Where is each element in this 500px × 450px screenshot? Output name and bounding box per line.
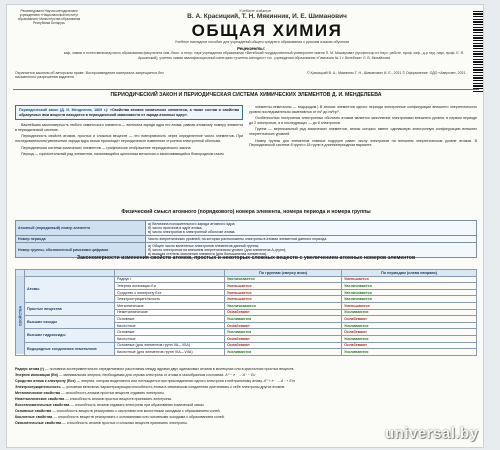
trends-table-wrapper xyxy=(15,269,477,356)
value-line: б) число электронов на внешнем энергетическом уровне (для элементов А-групп); xyxy=(148,248,287,252)
definition-text: — способность атомов отдавать электроны при образовании химической связи. xyxy=(70,402,205,407)
property-name: Основные (для элементов групп VA—VIIA) xyxy=(115,342,225,349)
trend-cell: Усиливаются xyxy=(225,349,342,356)
row-value xyxy=(146,221,477,236)
property-name: Сродство к электрону Eсх xyxy=(115,289,225,296)
right-paragraph: элементы-неметаллы — водородом.) В атомах элементов одного периода электронные конфигурации внешнего энергетического уровня последовательно изменяются от ns¹ до ns²np⁶. xyxy=(249,105,477,114)
definition-term: Окислительные свойства xyxy=(15,420,62,425)
trend-cell: Увеличивается xyxy=(342,289,477,296)
edition-label: Учебное издание xyxy=(239,8,271,13)
left-paragraph: Период — горизонтальный ряд элементов, начинающийся щелочным металлом и заканчивающийся благородным газом. xyxy=(21,152,225,157)
copyright-note: Охраняется законом об авторском праве. Воспроизведение материала запрещается без письменного разрешения издателя xyxy=(15,71,164,80)
value-line: в) число электронов в электронной оболочке атома. xyxy=(148,230,236,234)
definition-term: Кислотные свойства xyxy=(15,414,53,419)
definition-item xyxy=(15,391,477,396)
trend-cell: Усиливаются xyxy=(342,335,477,342)
trend-cell: Увеличивается xyxy=(342,296,477,303)
definition-item xyxy=(15,409,477,414)
watermark: universal.by xyxy=(385,425,479,442)
table-row xyxy=(16,221,477,236)
trend-cell: Ослабевают xyxy=(225,342,342,349)
definition-text: — способность атомов простых и сложных веществ принимать электроны. xyxy=(62,420,188,425)
definition-item xyxy=(15,397,477,402)
column-header: По группам (сверху вниз) xyxy=(225,270,342,277)
definition-term: Основные свойства xyxy=(15,408,52,413)
definition-item xyxy=(15,379,477,384)
definition-text: — способность атомов простых веществ отдавать электроны. xyxy=(61,390,165,395)
header-divider xyxy=(13,89,479,90)
trend-cell: Ослабевают xyxy=(225,322,342,329)
trend-cell: Усиливаются xyxy=(342,322,477,329)
left-paragraph: Важнейшая закономерность любого химического элемента — величина заряда ядра его атома, равная атомному номеру элемента в периодической системе. xyxy=(15,123,243,132)
property-name: Неметаллические xyxy=(115,309,225,316)
approval-note: Рекомендовано Научно-методическим учреждением «Национальный институт образования» Министерства образования Республики Беларусь xyxy=(17,9,81,25)
definition-text: — минимальная энергия, необходимая для отрыва электрона от атома в газообразном состоянии. xyxy=(58,372,225,377)
property-name: Кислотные xyxy=(115,335,225,342)
definition-text: — способность атомов простых веществ принимать электроны. xyxy=(65,396,173,401)
isbn-barcode xyxy=(473,11,483,93)
property-group: Простые вещества xyxy=(25,302,115,315)
subtitle: Учебное наглядное пособие для учреждений общего среднего образования с русским языком обучения xyxy=(174,40,350,44)
value-line: б) число протонов в ядре атома; xyxy=(148,226,203,230)
property-name: Кислотные (для элементов групп VIA—VIIA) xyxy=(115,349,225,356)
page-title: ОБЩАЯ ХИМИЯ xyxy=(191,21,343,40)
property-name: Радиус r xyxy=(115,276,225,283)
definition-term: Восстановительные свойства xyxy=(15,402,70,407)
column-header: По периодам (слева направо) xyxy=(342,270,477,277)
row-label: Атомный (порядковый) номер элемента xyxy=(16,221,146,236)
trend-cell: Усиливаются xyxy=(225,329,342,336)
poster-sheet xyxy=(6,4,484,448)
right-column xyxy=(249,105,477,150)
table-row xyxy=(16,316,477,323)
reviewers-text: каф. химии и естественнонаучного образования факультета хим.-биол. и геогр. наук учреждения образования «Витебский государственный университет имени П. М. Машерова» (профессор по науч. работе, проф. каф., д-р пед. наук, проф. Е. Я. Аршанский); учитель химии квалификационной категории «учитель-методист» гос. учреждения образования «Гимназия № 1 г. Витебска» Л. В. Михайлова xyxy=(63,51,465,60)
right-paragraph: Особенностью построения электронных оболочек атомов является заполнение электронами внешнего уровня: в первом периоде до 2 электронов, а в последующих — до 8 электронов. xyxy=(249,116,477,125)
definition-text: — половина экспериментально определяемого расстояния между ядрами двух одинаковых атомов в молекулах или в кристаллах простых веществ. xyxy=(45,367,295,371)
trend-cell: Усиливаются xyxy=(225,316,342,323)
definition-text: — условная величина, характеризующая способность атома в химическом соединении притягивать к себе электроны других атомов. xyxy=(61,384,286,389)
trend-cell: Усиливаются xyxy=(342,349,477,356)
definition-term: Радиус атома (r) xyxy=(15,367,45,371)
table-row xyxy=(16,302,477,309)
trend-cell: Ослабевают xyxy=(225,335,342,342)
trend-cell: Уменьшаются xyxy=(342,302,477,309)
trend-cell: Ослабевают xyxy=(342,329,477,336)
copyright-holders: © Красицкий В. А., Мякинник Т. Н., Шиманович И. Е., 2021 © Оформление. ОДО «Аверсэв», 2021 xyxy=(307,71,466,75)
trend-cell: Уменьшается xyxy=(225,283,342,290)
definition-text: — способность веществ реагировать с кислотами или кислотными оксидами с образованием солей. xyxy=(52,408,221,413)
property-group: Водородные соединения неметаллов xyxy=(25,342,115,355)
property-group: Атомы xyxy=(25,276,115,302)
table-row xyxy=(16,342,477,349)
definition-term: Энергия ионизации (Eи) xyxy=(15,372,58,377)
value-line: а) Величина положительного заряда атомного ядра; xyxy=(148,222,236,226)
definition-term: Металлические свойства xyxy=(15,390,61,395)
trend-cell: Уменьшается xyxy=(342,276,477,283)
definition-text: — энергия, которая выделяется или поглощается при присоединении одного электрона к нейтральному атому. xyxy=(76,378,263,383)
table-row xyxy=(16,276,477,283)
column-header xyxy=(115,270,225,277)
barcode-icon xyxy=(473,11,483,93)
trend-cell: Ослабевают xyxy=(225,309,342,316)
value-line: в) высшая степень окисления элемента (для большинства элементов). xyxy=(148,252,268,256)
definition-formula: A⁰ − e⁻ → A⁺ − Eи xyxy=(225,372,256,377)
definitions-block xyxy=(15,367,477,427)
value-line: а) Общее число валентных электронов элементов данной группы; xyxy=(148,244,260,248)
authors: В. А. Красицкий, Т. Н. Мякинник, И. Е. Шиманович xyxy=(187,13,347,20)
meaning-table xyxy=(15,220,477,258)
table-row xyxy=(16,329,477,336)
column-header xyxy=(25,270,115,277)
law-text: «Свойства атомов химических элементов, а также состав и свойства образуемых ими веществ находятся в периодической зависимости от заряда атомных ядер». xyxy=(19,108,240,117)
section-title-law: ПЕРИОДИЧЕСКИЙ ЗАКОН И ПЕРИОДИЧЕСКАЯ СИСТЕМА ХИМИЧЕСКИХ ЭЛЕМЕНТОВ Д. И. МЕНДЕЛЕЕВА xyxy=(110,92,382,98)
definition-term: Сродство атома к электрону (Eсх) xyxy=(15,378,76,383)
trend-cell: Увеличивается xyxy=(342,283,477,290)
trend-cell: Уменьшается xyxy=(225,296,342,303)
table-header-row xyxy=(16,270,477,277)
property-name: Металлические xyxy=(115,302,225,309)
definition-term: Электроотрицательность xyxy=(15,384,61,389)
definition-item xyxy=(15,403,477,408)
right-paragraph: Номер группы для элементов главных подгрупп равен числу электронов на внешнем энергетическом уровне атомов. В Периодической системе 8 групп и 18 групп в длиннопериодном варианте. xyxy=(249,138,477,148)
law-label: Периодический закон (Д. И. Менделеев, 1869 г.): xyxy=(19,108,109,112)
left-column xyxy=(15,105,243,159)
reviewers-heading: Рецензенты: xyxy=(237,46,266,51)
row-value xyxy=(146,236,477,243)
trend-cell: Усиливаются xyxy=(342,309,477,316)
definition-item xyxy=(15,385,477,390)
trend-cell: Увеличиваются xyxy=(225,302,342,309)
property-group: Высшие оксиды xyxy=(25,316,115,329)
trend-cell: Увеличивается xyxy=(225,276,342,283)
law-box xyxy=(15,105,243,120)
definition-item xyxy=(15,415,477,420)
definition-formula: A⁰ + e⁻ → A⁻ + Eсх xyxy=(263,378,296,383)
property-name: Энергия ионизации Eи xyxy=(115,283,225,290)
property-group: Высшие гидроксиды xyxy=(25,329,115,342)
properties-side-label: СВОЙСТВА xyxy=(16,276,25,355)
row-label: Номер группы, обозначенный римскими цифрами xyxy=(16,243,146,258)
section-title-trends: Закономерности изменения свойств атомов, простых и некоторых сложных веществ с увеличением атомных номеров элементов xyxy=(76,255,416,261)
property-name: Основные xyxy=(115,316,225,323)
left-paragraph: Периодическая система химических элементов — графическое отображение периодического закона. xyxy=(21,145,192,150)
trend-cell: Ослабевают xyxy=(342,316,477,323)
definition-text: — способность веществ реагировать с основаниями или основными оксидами с образованием солей. xyxy=(53,414,225,419)
trends-table xyxy=(15,269,477,356)
definition-item xyxy=(15,367,477,372)
section-title-meaning: Физический смысл атомного (порядкового) номера элемента, номера периода и номера группы xyxy=(121,209,371,215)
table-row xyxy=(16,236,477,243)
definition-term: Неметаллические свойства xyxy=(15,396,65,401)
trend-cell: Ослабевают xyxy=(342,342,477,349)
definition-item xyxy=(15,373,477,378)
value-line: Число энергетических уровней, на которых расположены электроны в атомах элементов данного периода. xyxy=(148,237,328,241)
property-name: Основные xyxy=(115,329,225,336)
row-label: Номер периода xyxy=(16,236,146,243)
trend-cell: Уменьшается xyxy=(225,289,342,296)
left-paragraph: Периодичность свойств атомов, простых и сложных веществ — это повторяемость через определенное число элементов. При последовательном увеличении заряда ядра атома происходит периодическое изменение строения электронной оболочки. xyxy=(15,134,243,143)
property-name: Кислотные xyxy=(115,322,225,329)
property-name: Электроотрицательность xyxy=(115,296,225,303)
right-paragraph: Группа — вертикальный ряд химических элементов, атомы которых имеют одинаковую электронную конфигурацию внешних энергетических уровней. xyxy=(249,127,477,136)
